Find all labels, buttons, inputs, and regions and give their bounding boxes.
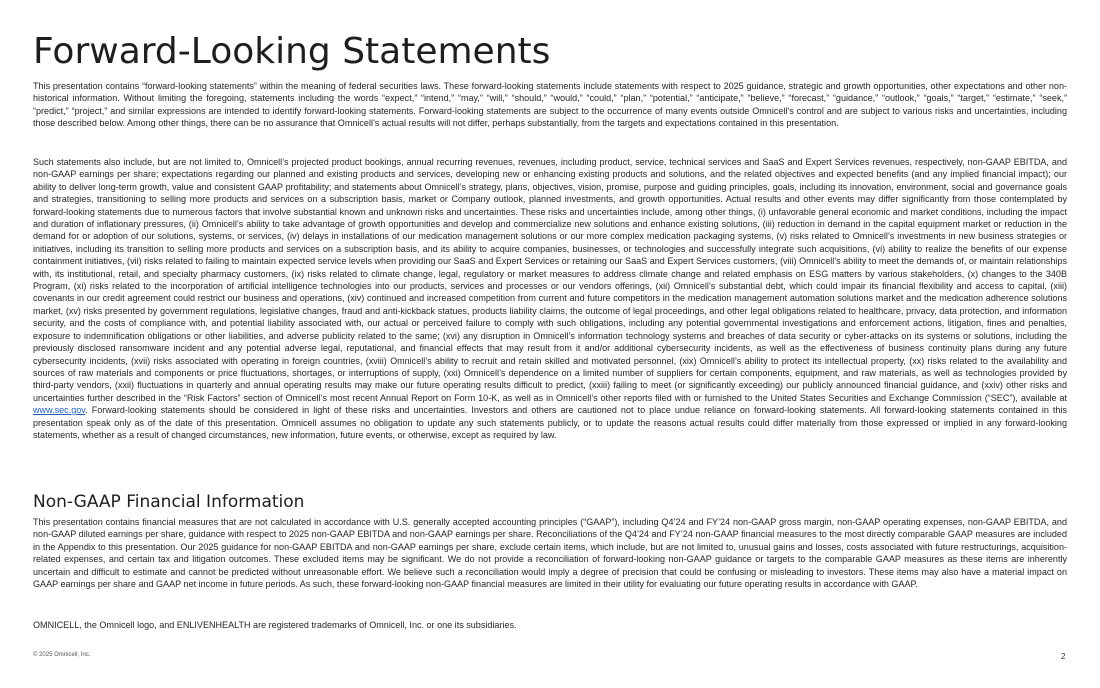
sec-gov-link[interactable]: www.sec.gov bbox=[33, 405, 86, 416]
forward-looking-paragraph-1: This presentation contains “forward-looking statements” within the meaning of federal securities laws. These forward-looking statements include statements with respect to 2025 guidance, strategic and growth opportunities, other expectations and other non-historical information. Without limiting the foregoing, statements including the words “expect,” “intend,” “may,” “will,” “should,” “would,” “could,” “plan,” “potential,” “anticipate,” “believe,” “forecast,” “guidance,” “outlook,” “goals,” “target,” “estimate,” “seek,” “predict,” “project,” and similar expressions are intended to identify forward-looking statements. Forward-looking statements are subject to the occurrence of many events outside Omnicell’s control and are subject to various risks and uncertainties, including those described below. Among other things, there can be no assurance that Omnicell’s actual results will not differ, perhaps substantially, from the targets and expectations contained in this presentation. bbox=[33, 81, 1067, 129]
trademark-paragraph: OMNICELL, the Omnicell logo, and ENLIVENHEALTH are registered trademarks of Omnicell, Inc. or one its subsidiaries. bbox=[33, 620, 517, 630]
non-gaap-paragraph: This presentation contains financial measures that are not calculated in accordance with U.S. generally accepted accounting principles (“GAAP”), including Q4’24 and FY’24 non-GAAP gross margin, non-GAAP operating expenses, non-GAAP EBITDA, and non-GAAP diluted earnings per share, guidance with respect to 2025 non-GAAP EBITDA and non-GAAP earnings per share. Reconciliations of the Q4’24 and FY’24 non-GAAP financial measures to the most directly comparable GAAP measures are included in the Appendix to this presentation. Our 2025 guidance for non-GAAP EBITDA and non-GAAP earnings per share, exclude certain items, which include, but are not limited to, unusual gains and losses, costs associated with future restructurings, acquisition-related expenses, and certain tax and litigation outcomes. These excluded items may be significant. We do not provide a reconciliation of forward-looking non-GAAP guidance or targets to the comparable GAAP measures as these items are inherently uncertain and difficult to estimate and cannot be predicted without unreasonable effort. We believe such a reconciliation would imply a degree of precision that could be confusing or misleading to investors. These items may also have a material impact on GAAP earnings per share and GAAP net income in future periods. As such, these forward-looking non-GAAP financial measures are limited in their utility for evaluating our future operating results in accordance with GAAP. bbox=[33, 517, 1067, 590]
copyright-notice: © 2025 Omnicell, Inc. bbox=[33, 652, 91, 658]
non-gaap-heading: Non-GAAP Financial Information bbox=[33, 492, 305, 512]
forward-looking-paragraph-2-tail: . Forward-looking statements should be considered in light of these risks and uncertainties. Investors and others are cautioned not to place undue reliance on forward-looking statements. All forward-looking statements contained in this presentation speak only as of the date of this presentation. Omnicell assumes no obligation to update any such statements publicly, or to update the reasons actual results could differ materially from those expressed or implied in any forward-looking statements, whether as a result of changed circumstances, new information, future events, or otherwise, except as required by law. bbox=[33, 405, 1067, 440]
slide-title: Forward-Looking Statements bbox=[33, 31, 551, 72]
forward-looking-paragraph-2-text: Such statements also include, but are not limited to, Omnicell’s projected product bookings, annual recurring revenues, revenues, including product, service, technical services and SaaS and Expert Services revenues, respectively, non-GAAP EBITDA, and non-GAAP earnings per share; expectations regarding our planned and existing products and services, developing new or enhancing existing products and solutions, and the related objectives and expected benefits (and any implied financial impact); our ability to deliver long-term growth, value and consistent GAAP profitability; and statements about Omnicell’s strategy, plans, objectives, vision, promise, purpose and guiding principles, goals, including its innovation, environment, social and governance goals and strategies, transitioning to selling more products and services on a subscription basis, market or Company outlook, planned investments, and growth opportunities. Actual results and other events may differ significantly from those contemplated by forward-looking statements due to numerous factors that involve substantial known and unknown risks and uncertainties. These risks and uncertainties include, among other things, (i) unfavorable general economic and market conditions, including the impact and duration of inflationary pressures, (ii) Omnicell’s ability to take advantage of growth opportunities and develop and commercialize new solutions and enhance existing solutions, (iii) reduction in demand in the capital equipment market or reduction in the demand for or adoption of our solutions, systems, or services, (iv) delays in installations of our medication management solutions or our more complex medication packaging systems, (v) risks related to Omnicell’s investments in new business strategies or initiatives, including its transition to selling more products and services on a subscription basis, and its ability to acquire companies, businesses, or technologies and successfully integrate such acquisitions, (vi) ability to realize the benefits of our expense containment initiatives, (vii) risks related to failing to maintain expected service levels when providing our SaaS and Expert Services or retaining our SaaS and Expert Services customers, (viii) Omnicell’s ability to meet the demands of, or maintain relationships with, its institutional, retail, and specialty pharmacy customers, (ix) risks related to climate change, legal, regulatory or market measures to address climate change and related emphasis on ESG matters by various stakeholders, (x) changes to the 340B Program, (xi) risks related to the incorporation of artificial intelligence technologies into our products, services and processes or our vendors offerings, (xii) Omnicell’s substantial debt, which could impair its financial flexibility and access to capital, (xiii) covenants in our credit agreement could restrict our business and operations, (xiv) continued and increased competition from current and future competitors in the medication management automation solutions market and the medication adherence solutions market, (xv) risks presented by government regulations, legislative changes, fraud and anti-kickback statues, products liability claims, the outcome of legal proceedings, and other legal obligations related to healthcare, privacy, data protection, and information security, and the costs of compliance with, and potential liability associated with, our actual or perceived failure to comply with such obligations, including any potential governmental investigations and enforcement actions, litigation, fines and penalties, exposure to indemnification obligations or other liabilities, and adverse publicity related to the same; (xvi) any disruption in Omnicell’s information technology systems and breaches of data security or cyber-attacks on its systems or solutions, including the previously disclosed ransomware incident and any potential adverse legal, reputational, and financial effects that may result from it and/or additional cybersecurity incidents, as well as the effectiveness of business continuity plans during any future cybersecurity incidents, (xvii) risks associated with operating in foreign countries, (xviii) Omnicell’s ability to recruit and retain skilled and motivated personnel, (xix) Omnicell’s ability to protect its intellectual property, (xx) risks related to the availability and sources of raw materials and components or price fluctuations, shortages, or interruptions of supply, (xxi) Omnicell’s dependence on a limited number of suppliers for certain components, equipment, and raw materials, as well as technologies provided by third-party vendors, (xxii) fluctuations in quarterly and annual operating results may make our future operating results difficult to predict, (xxiii) failing to meet (or significantly exceeding) our publicly announced financial guidance, and (xxiv) other risks and uncertainties further described in the “Risk Factors” section of Omnicell’s most recent Annual Report on Form 10-K, as well as in Omnicell’s other reports filed with or furnished to the United States Securities and Exchange Commission (“SEC”), available at bbox=[33, 157, 1067, 403]
forward-looking-paragraph-2 bbox=[33, 156, 1067, 441]
page-number: 2 bbox=[1061, 652, 1066, 661]
